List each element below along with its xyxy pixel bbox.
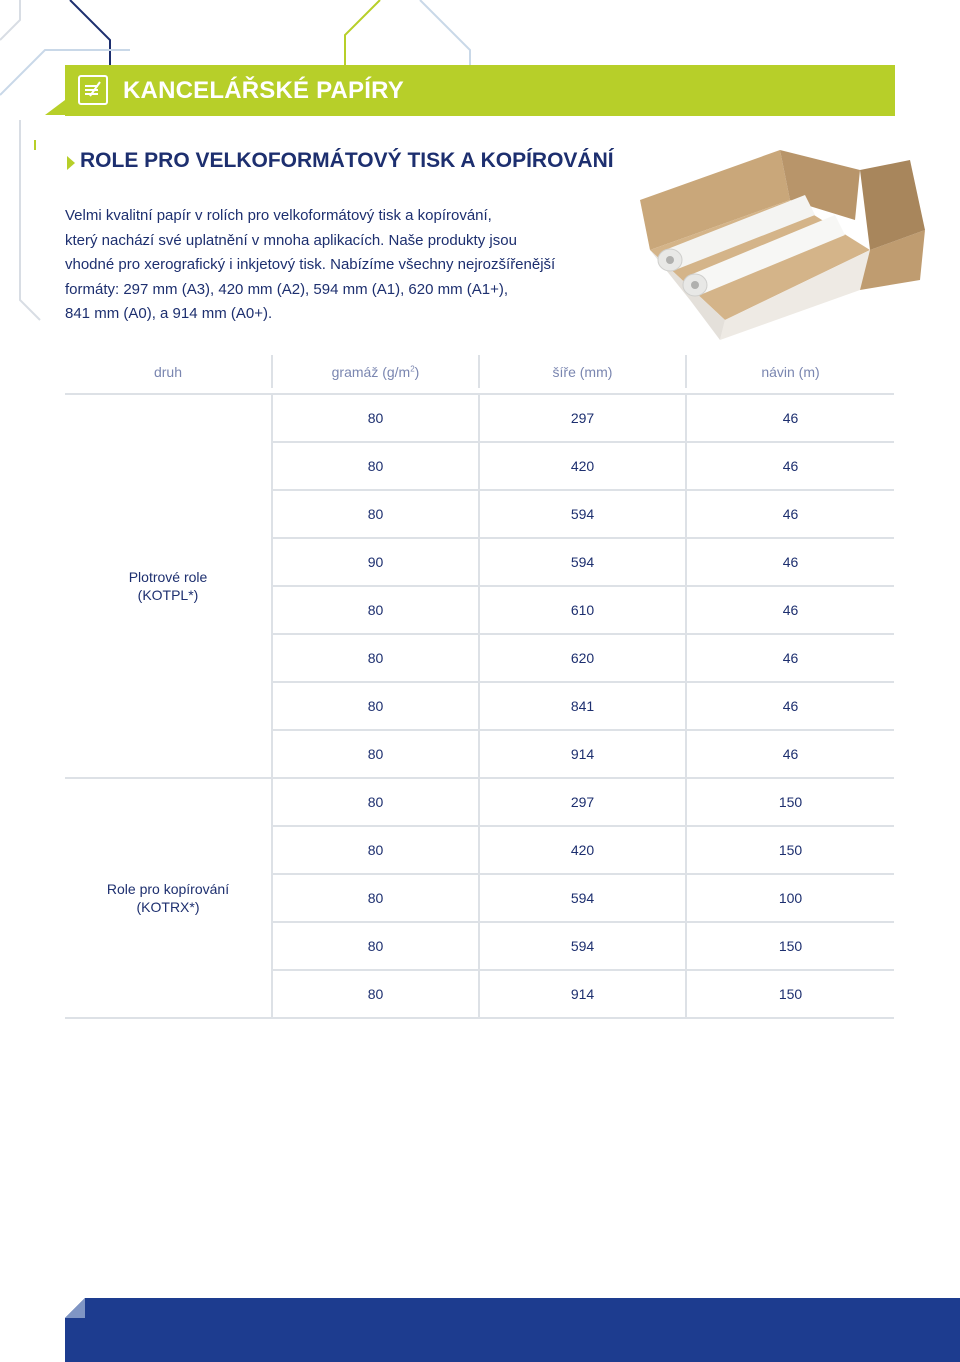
cell-grammage: 80	[272, 586, 479, 634]
cell-width: 420	[479, 442, 686, 490]
cell-grammage: 80	[272, 730, 479, 778]
intro-line: formáty: 297 mm (A3), 420 mm (A2), 594 mm (A1), 620 mm (A1+),	[65, 280, 509, 298]
table-header-row	[65, 355, 894, 389]
product-table	[65, 355, 894, 1019]
cell-length: 46	[686, 586, 894, 634]
cell-grammage: 80	[272, 922, 479, 970]
type-code: (KOTRX*)	[136, 899, 200, 915]
paper-rolls-box-image	[630, 140, 930, 340]
intro-line: vhodné pro xerografický i inkjetový tisk. Nabízíme všechny nejrozšířenější	[65, 256, 556, 273]
table-row	[65, 778, 894, 826]
cell-length: 46	[686, 730, 894, 778]
column-header-width: šíře (mm)	[479, 355, 686, 389]
cell-length: 46	[686, 634, 894, 682]
cell-length: 46	[686, 394, 894, 442]
cell-width: 594	[479, 538, 686, 586]
cell-length: 150	[686, 826, 894, 874]
cell-grammage: 80	[272, 874, 479, 922]
type-cell	[65, 778, 272, 1018]
cell-grammage: 90	[272, 538, 479, 586]
cell-width: 594	[479, 922, 686, 970]
cell-width: 594	[479, 490, 686, 538]
cell-grammage: 80	[272, 394, 479, 442]
cell-grammage: 80	[272, 826, 479, 874]
cell-width: 841	[479, 682, 686, 730]
page-title: KANCELÁŘSKÉ PAPÍRY	[123, 77, 404, 104]
section-arrow-icon	[67, 156, 75, 170]
footer-bar	[65, 1298, 960, 1362]
cell-length: 46	[686, 682, 894, 730]
cell-width: 620	[479, 634, 686, 682]
cell-width: 420	[479, 826, 686, 874]
type-code: (KOTPL*)	[137, 587, 199, 603]
notepad-icon	[78, 75, 108, 105]
cell-grammage: 80	[272, 682, 479, 730]
type-name: Role pro kopírování	[106, 881, 230, 897]
column-header-length: návin (m)	[686, 355, 894, 389]
intro-line: Velmi kvalitní papír v rolích pro velkoformátový tisk a kopírování,	[65, 207, 492, 224]
cell-length: 150	[686, 778, 894, 826]
type-name: Plotrové role	[128, 569, 208, 585]
table-row	[65, 394, 894, 442]
cell-length: 46	[686, 442, 894, 490]
cell-width: 297	[479, 778, 686, 826]
intro-line: který nachází své uplatnění v mnoha aplikacích. Naše produkty jsou	[65, 231, 517, 249]
intro-paragraph	[65, 204, 625, 327]
cell-width: 610	[479, 586, 686, 634]
cell-length: 46	[686, 538, 894, 586]
section-title: ROLE PRO VELKOFORMÁTOVÝ TISK A KOPÍROVÁNÍ	[80, 149, 614, 172]
cell-width: 594	[479, 874, 686, 922]
intro-line: 841 mm (A0), a 914 mm (A0+).	[65, 305, 273, 322]
cell-length: 150	[686, 970, 894, 1018]
column-header-type: druh	[65, 355, 272, 389]
cell-length: 46	[686, 490, 894, 538]
cell-grammage: 80	[272, 634, 479, 682]
cell-length: 150	[686, 922, 894, 970]
column-header-grammage: gramáž $(g/m^2)$	[272, 355, 479, 389]
cell-grammage: 80	[272, 490, 479, 538]
cell-width: 914	[479, 970, 686, 1018]
cell-width: 914	[479, 730, 686, 778]
cell-grammage: 80	[272, 970, 479, 1018]
type-cell	[65, 394, 272, 778]
cell-grammage: 80	[272, 778, 479, 826]
cell-width: 297	[479, 394, 686, 442]
cell-grammage: 80	[272, 442, 479, 490]
footer-corner-decoration	[65, 1298, 89, 1322]
cell-length: 100	[686, 874, 894, 922]
